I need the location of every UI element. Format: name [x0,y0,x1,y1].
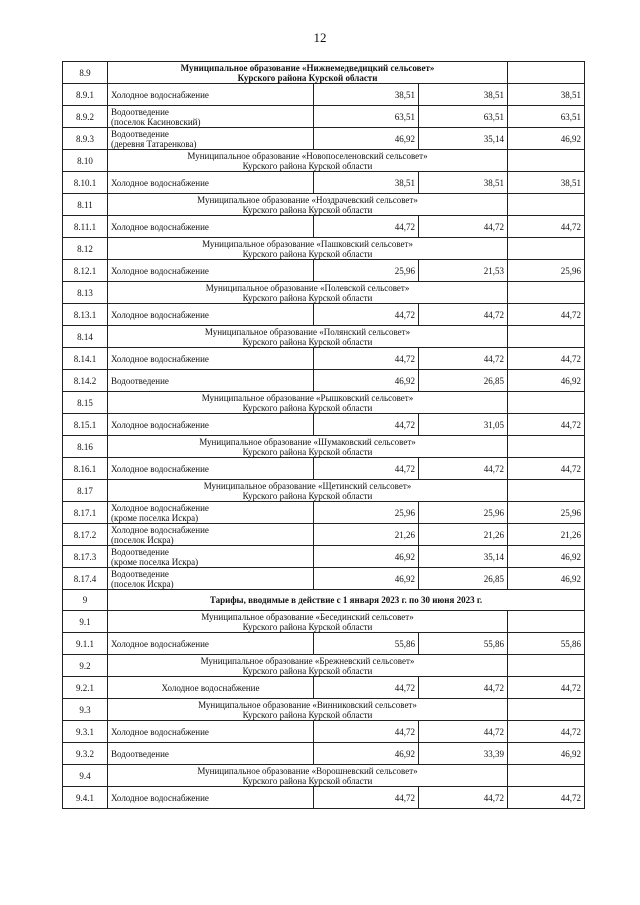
municipality-header-row [63,392,585,414]
tariff-value: 44,72 [508,677,585,699]
tariff-value: 21,26 [508,524,585,546]
service-name: Холодное водоснабжение (поселок Искра) [108,524,314,546]
municipality-header-row [63,326,585,348]
tariff-value: 26,85 [419,370,508,392]
municipality-name: Муниципальное образование «Ворошневский сельсовет» Курского района Курской области [108,765,508,787]
tariff-value: 55,86 [508,633,585,655]
service-name: Водоотведение (деревня Татаренкова) [108,128,314,150]
tariff-value: 25,96 [508,260,585,282]
tariff-row [63,304,585,326]
row-number: 8.17.1 [63,502,108,524]
tariff-value: 44,72 [314,458,419,480]
tariff-row [63,348,585,370]
tariff-value: 44,72 [314,348,419,370]
tariff-row [63,546,585,568]
row-number: 8.12 [63,238,108,260]
tariff-value: 21,53 [419,260,508,282]
municipality-header-row [63,238,585,260]
tariff-value: 44,72 [419,458,508,480]
row-number: 8.9 [63,62,108,84]
tariff-value: 44,72 [314,216,419,238]
tariff-value: 55,86 [419,633,508,655]
service-name: Холодное водоснабжение [108,721,314,743]
tariff-value: 38,51 [314,172,419,194]
row-number: 8.9.2 [63,106,108,128]
row-number: 9.1 [63,611,108,633]
tariff-value: 44,72 [419,787,508,809]
row-number: 8.17.2 [63,524,108,546]
municipality-name: Муниципальное образование «Винниковский сельсовет» Курского района Курской области [108,699,508,721]
tariff-value: 25,96 [419,502,508,524]
row-number: 9.3.2 [63,743,108,765]
row-number: 8.14.2 [63,370,108,392]
tariff-value: 63,51 [314,106,419,128]
empty-cell [508,655,585,677]
municipality-header-row [63,699,585,721]
tariff-value: 46,92 [314,546,419,568]
tariff-value: 44,72 [419,216,508,238]
service-name: Водоотведение (кроме поселка Искра) [108,546,314,568]
service-name: Холодное водоснабжение [108,633,314,655]
tariff-value: 44,72 [314,787,419,809]
empty-cell [508,194,585,216]
service-name: Водоотведение [108,743,314,765]
tariff-value: 44,72 [314,414,419,436]
tariff-value: 35,14 [419,128,508,150]
tariff-row [63,677,585,699]
tariff-row [63,370,585,392]
tariff-value: 44,72 [419,721,508,743]
tariff-value: 25,96 [314,502,419,524]
row-number: 8.15 [63,392,108,414]
municipality-name: Муниципальное образование «Щетинский сельсовет» Курского района Курской области [108,480,508,502]
tariff-value: 55,86 [314,633,419,655]
service-name: Холодное водоснабжение [108,260,314,282]
municipality-name: Муниципальное образование «Ноздрачевский сельсовет» Курского района Курской области [108,194,508,216]
municipality-name: Муниципальное образование «Полянский сельсовет» Курского района Курской области [108,326,508,348]
empty-cell [508,392,585,414]
row-number: 8.17.4 [63,568,108,590]
row-number: 8.11.1 [63,216,108,238]
service-name: Холодное водоснабжение [108,84,314,106]
municipality-header-row [63,480,585,502]
tariff-row [63,458,585,480]
tariff-value: 46,92 [314,568,419,590]
tariff-value: 21,26 [314,524,419,546]
tariff-row [63,260,585,282]
tariff-value: 38,51 [314,84,419,106]
tariff-value: 44,72 [314,721,419,743]
tariff-row [63,502,585,524]
tariff-value: 44,72 [508,348,585,370]
tariff-value: 44,72 [508,787,585,809]
tariff-value: 44,72 [419,304,508,326]
row-number: 8.9.3 [63,128,108,150]
tariff-value: 44,72 [419,348,508,370]
tariff-value: 33,39 [419,743,508,765]
service-name: Водоотведение (поселок Искра) [108,568,314,590]
row-number: 9.4 [63,765,108,787]
municipality-header-row [63,436,585,458]
tariff-row [63,787,585,809]
empty-cell [508,436,585,458]
empty-cell [508,611,585,633]
tariff-table-body [63,62,585,809]
row-number: 9.3.1 [63,721,108,743]
row-number: 8.10 [63,150,108,172]
service-name: Холодное водоснабжение [108,677,314,699]
tariff-value: 38,51 [419,172,508,194]
tariff-value: 44,72 [508,458,585,480]
row-number: 8.11 [63,194,108,216]
section-title: Тарифы, вводимые в действие с 1 января 2023 г. по 30 июня 2023 г. [108,590,585,611]
service-name: Водоотведение (поселок Касиновский) [108,106,314,128]
row-number: 9.3 [63,699,108,721]
empty-cell [508,238,585,260]
page-number: 12 [313,30,327,45]
tariff-value: 46,92 [314,128,419,150]
service-name: Холодное водоснабжение [108,216,314,238]
tariff-row [63,568,585,590]
row-number: 9.1.1 [63,633,108,655]
municipality-name: Муниципальное образование «Нижнемедведицкий сельсовет» Курского района Курской области [108,62,508,84]
municipality-name: Муниципальное образование «Пашковский сельсовет» Курского района Курской области [108,238,508,260]
tariff-value: 63,51 [508,106,585,128]
municipality-header-row [63,655,585,677]
tariff-value: 44,72 [508,414,585,436]
tariff-value: 38,51 [419,84,508,106]
tariff-value: 44,72 [508,721,585,743]
empty-cell [508,765,585,787]
tariff-value: 31,05 [419,414,508,436]
tariff-value: 46,92 [314,370,419,392]
tariff-value: 25,96 [508,502,585,524]
empty-cell [508,62,585,84]
tariff-value: 63,51 [419,106,508,128]
tariff-value: 46,92 [508,546,585,568]
service-name: Холодное водоснабжение (кроме поселка Искра) [108,502,314,524]
empty-cell [508,326,585,348]
tariff-row [63,128,585,150]
service-name: Водоотведение [108,370,314,392]
tariff-row [63,633,585,655]
tariff-row [63,106,585,128]
tariff-value: 25,96 [314,260,419,282]
municipality-name: Муниципальное образование «Брежневский сельсовет» Курского района Курской области [108,655,508,677]
tariff-value: 38,51 [508,84,585,106]
row-number: 8.16.1 [63,458,108,480]
tariff-row [63,721,585,743]
municipality-name: Муниципальное образование «Бесединский сельсовет» Курского района Курской области [108,611,508,633]
row-number: 9 [63,590,108,611]
tariff-value: 21,26 [419,524,508,546]
municipality-name: Муниципальное образование «Рышковский сельсовет» Курского района Курской области [108,392,508,414]
tariff-row [63,172,585,194]
tariff-value: 46,92 [508,568,585,590]
row-number: 8.16 [63,436,108,458]
section-header-row [63,590,585,611]
municipality-header-row [63,150,585,172]
row-number: 8.14 [63,326,108,348]
tariff-value: 46,92 [314,743,419,765]
tariff-value: 44,72 [314,304,419,326]
empty-cell [508,699,585,721]
municipality-header-row [63,62,585,84]
service-name: Холодное водоснабжение [108,787,314,809]
service-name: Холодное водоснабжение [108,414,314,436]
tariff-value: 46,92 [508,370,585,392]
empty-cell [508,282,585,304]
tariff-value: 46,92 [508,128,585,150]
row-number: 9.2 [63,655,108,677]
row-number: 9.4.1 [63,787,108,809]
service-name: Холодное водоснабжение [108,458,314,480]
empty-cell [508,150,585,172]
tariff-value: 44,72 [508,216,585,238]
tariff-value: 38,51 [508,172,585,194]
service-name: Холодное водоснабжение [108,348,314,370]
municipality-header-row [63,194,585,216]
municipality-header-row [63,282,585,304]
tariff-row [63,524,585,546]
row-number: 8.13 [63,282,108,304]
municipality-name: Муниципальное образование «Новопоселеновский сельсовет» Курского района Курской области [108,150,508,172]
tariff-value: 26,85 [419,568,508,590]
municipality-header-row [63,765,585,787]
row-number: 8.9.1 [63,84,108,106]
row-number: 8.15.1 [63,414,108,436]
row-number: 8.17 [63,480,108,502]
row-number: 8.13.1 [63,304,108,326]
service-name: Холодное водоснабжение [108,304,314,326]
tariff-value: 46,92 [508,743,585,765]
row-number: 8.10.1 [63,172,108,194]
tariff-row [63,216,585,238]
tariff-value: 35,14 [419,546,508,568]
row-number: 9.2.1 [63,677,108,699]
municipality-header-row [63,611,585,633]
municipality-name: Муниципальное образование «Шумаковский сельсовет» Курского района Курской области [108,436,508,458]
municipality-name: Муниципальное образование «Полевской сельсовет» Курского района Курской области [108,282,508,304]
tariff-value: 44,72 [419,677,508,699]
service-name: Холодное водоснабжение [108,172,314,194]
row-number: 8.17.3 [63,546,108,568]
tariff-row [63,743,585,765]
tariff-row [63,84,585,106]
tariff-value: 44,72 [314,677,419,699]
tariff-row [63,414,585,436]
row-number: 8.14.1 [63,348,108,370]
empty-cell [508,480,585,502]
row-number: 8.12.1 [63,260,108,282]
tariff-value: 44,72 [508,304,585,326]
tariff-table [62,61,585,809]
